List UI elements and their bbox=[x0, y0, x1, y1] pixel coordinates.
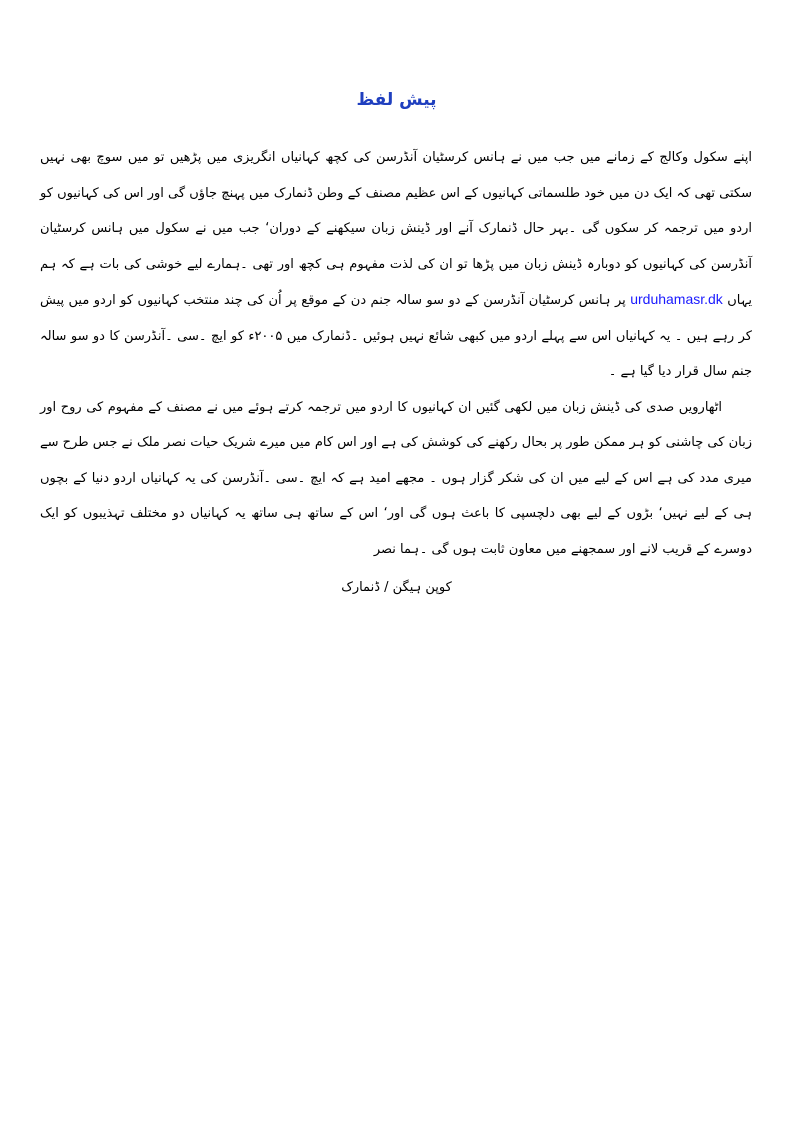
paragraph-1-part-2: پر ہانس کرسٹیان آنڈرسن کے دو سو سالہ جنم دن کے موقع پر اُن کی چند منتخب کہانیوں کو اردو میں پیش کر رہے ہیں ۔ یہ کہانیاں اس سے پہلے اردو میں کبھی شائع نہیں ہوئیں ۔ڈنمارک میں ۲۰۰۵ء کو ایچ ۔سی ۔آنڈرسن کا دو سو سالہ جنم سال قرار دیا گیا ہے ۔ bbox=[40, 293, 752, 379]
page-title: پیش لفظ bbox=[356, 90, 437, 110]
paragraph-1 bbox=[40, 140, 752, 390]
website-link[interactable]: urduhamasr.dk bbox=[630, 291, 723, 307]
paragraph-2: اٹھارویں صدی کی ڈینش زبان میں لکھی گئیں ان کہانیوں کا اردو میں ترجمہ کرتے ہوئے میں نے مصنف کے مفہوم کی روح اور زبان کی چاشنی کو ہر ممکن طور پر بحال رکھنے کی کوشش کی ہے اور اس کام میں میرے شریک حیات نصر ملک نے جس طرح سے میری مدد کی ہے اس کے لیے میں ان کی شکر گزار ہوں ۔ مجھے امید ہے کہ ایچ ۔سی ۔آنڈرسن کی یہ کہانیاں اردو دنیا کے بچوں ہی کے لیے نہیں‘ بڑوں کے لیے بھی دلچسپی کا باعث ہوں گی اور‘ اس کے ساتھ ہی ساتھ یہ کہانیاں دو مختلف تہذیبوں کو ایک دوسرے کے قریب لانے اور سمجھنے میں معاون ثابت ہوں گی ۔ bbox=[40, 399, 752, 557]
signature-place: کوپن ہیگن / ڈنمارک bbox=[341, 580, 452, 595]
body-text bbox=[40, 140, 752, 567]
signature-name: ہما نصر bbox=[373, 542, 420, 557]
paragraph-1-part-1: اپنے سکول وکالج کے زمانے میں جب میں نے ہانس کرسٹیان آنڈرسن کی کچھ کہانیاں انگریزی میں پڑھیں تو میں سوچ بھی نہیں سکتی تھی کہ ایک دن میں خود طلسماتی کہانیوں کے اس عظیم مصنف کے وطن ڈنمارک میں پہنچ جاؤں گی اور اس کی کہانیوں کو اردو میں ترجمہ کر سکوں گی ۔بہر حال ڈنمارک آنے اور ڈینش زبان سیکھنے کے دوران‘ جب میں نے سکول میں ہانس کرسٹیان آنڈرسن کی کہانیوں کو دوبارہ ڈینش زبان میں پڑھا تو ان کی لذت مفہوم ہی کچھ اور تھی ۔ہمارے لیے خوشی کی بات ہے کہ ہم یہاں bbox=[40, 150, 752, 308]
